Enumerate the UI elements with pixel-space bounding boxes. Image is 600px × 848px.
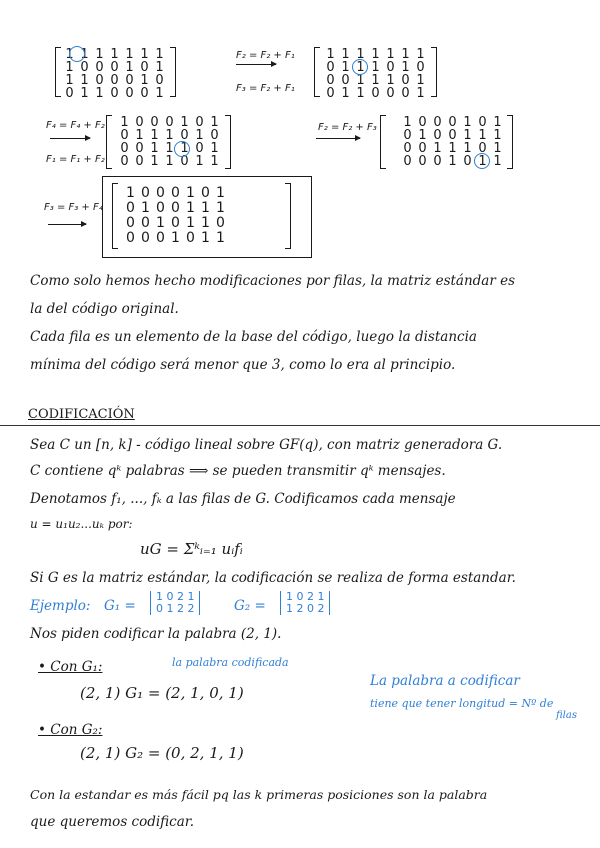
matrix-cell: 1: [186, 215, 195, 231]
matrix-cell: 1: [356, 73, 365, 88]
matrix-cell: 1: [155, 86, 164, 101]
matrix-cell: 0: [371, 86, 380, 101]
matrix-cell: 1: [201, 200, 210, 216]
matrix-cell: 1: [448, 154, 457, 169]
matrix-cell: 0: [386, 86, 395, 101]
matrix-cell: 1: [150, 128, 159, 143]
matrix-cell: 0: [195, 115, 204, 130]
side-note-line1: La palabra a codificar: [370, 673, 520, 689]
matrix-cell: 1: [356, 47, 365, 62]
matrix-cell: 1: [210, 154, 219, 169]
matrix-cell: 1: [401, 47, 410, 62]
para2-line3: Denotamos f₁, ..., fₖ a las filas de G. Codificamos cada mensaje: [30, 491, 456, 507]
arrow-4: [48, 224, 86, 225]
matrix-cell: 1: [80, 86, 89, 101]
matrix-cell: 1: [341, 47, 350, 62]
matrix-cell: 0: [433, 154, 442, 169]
matrix-cell: 1: [478, 128, 487, 143]
matrix-cell: 0: [403, 154, 412, 169]
side-note-line2: tiene que tener longitud = Nº de: [370, 697, 554, 710]
matrix-cell: 1: [371, 60, 380, 75]
pivot-circle: [69, 46, 85, 62]
matrix-cell: 0: [171, 200, 180, 216]
matrix-cell: 0: [141, 215, 150, 231]
matrix-cell: 1: [341, 86, 350, 101]
matrix-cell: 1: [433, 141, 442, 156]
matrix-row: [123, 216, 228, 231]
matrix-cell: 1: [418, 128, 427, 143]
matrix-cell: 0: [326, 60, 335, 75]
matrix-row: [323, 87, 428, 100]
matrix-cell: 1: [216, 200, 225, 216]
matrix-cell: 1: [125, 47, 134, 62]
matrix-cell: 0: [171, 185, 180, 201]
matrix-cell: 0: [125, 73, 134, 88]
matrix-cell: 0: [110, 60, 119, 75]
matrix-cell: 0: [448, 115, 457, 130]
matrix-cell: 1: [463, 141, 472, 156]
para5-line1: Con la estandar es más fácil pq las k primeras posiciones son la palabra: [30, 787, 488, 802]
matrix-cell: 0: [201, 185, 210, 201]
matrix-cell: 1: [126, 185, 135, 201]
matrix-cell: 1: [386, 47, 395, 62]
g2-matrix: 1 0 2 1 1 2 0 2: [280, 591, 330, 615]
matrix-cell: 0: [95, 60, 104, 75]
matrix-cell: 0: [478, 141, 487, 156]
matrix-cell: 0: [180, 128, 189, 143]
matrix-cell: 1: [341, 60, 350, 75]
arrow-2: [50, 138, 90, 139]
matrix-cell: 1: [95, 86, 104, 101]
matrix-cell: 0: [418, 154, 427, 169]
matrix-cell: 1: [386, 73, 395, 88]
matrix-cell: 0: [150, 115, 159, 130]
matrix-cell: 0: [186, 230, 195, 246]
section-heading: CODIFICACIÓN: [28, 407, 135, 422]
matrix-cell: 0: [156, 230, 165, 246]
matrix-cell: 0: [140, 60, 149, 75]
case1-eq: (2, 1) G₁ = (2, 1, 0, 1): [80, 684, 244, 702]
para1-line4: mínima del código será menor que 3, como lo era al principio.: [30, 357, 456, 373]
matrix-cell: 1: [180, 115, 189, 130]
matrix-cell: 1: [195, 128, 204, 143]
para2-line2: C contiene qᵏ palabras ⟹ se pueden transmitir qᵏ mensajes.: [30, 463, 446, 479]
matrix-cell: 1: [326, 47, 335, 62]
matrix-row: [123, 186, 228, 201]
matrix-cell: 1: [371, 73, 380, 88]
arrow-3: [316, 138, 360, 139]
matrix-cell: 0: [403, 141, 412, 156]
matrix-cell: 0: [180, 154, 189, 169]
matrix-cell: 1: [80, 73, 89, 88]
matrix-cell: 1: [110, 47, 119, 62]
row-op-2b: F₁ = F₁ + F₂: [46, 154, 105, 165]
matrix-cell: 1: [171, 230, 180, 246]
matrix-cell: 1: [201, 215, 210, 231]
matrix-cell: 1: [478, 154, 487, 169]
row-op-1b: F₃ = F₂ + F₁: [236, 83, 295, 94]
matrix-cell: 1: [448, 141, 457, 156]
matrix-cell: 0: [448, 128, 457, 143]
matrix-cell: 1: [403, 115, 412, 130]
matrix-cell: 0: [216, 215, 225, 231]
matrix-cell: 0: [120, 141, 129, 156]
side-note-line3: filas: [556, 710, 577, 721]
matrix-cell: 1: [140, 47, 149, 62]
matrix-cell: 0: [401, 86, 410, 101]
matrix-cell: 1: [80, 47, 89, 62]
matrix-cell: 1: [156, 215, 165, 231]
matrix-cell: 1: [180, 141, 189, 156]
matrix-cell: 0: [110, 73, 119, 88]
matrix-cell: 0: [120, 154, 129, 169]
matrix-cell: 1: [125, 60, 134, 75]
matrix-cell: 1: [65, 73, 74, 88]
matrix-cell: 0: [140, 86, 149, 101]
matrix-cell: 1: [201, 230, 210, 246]
matrix-cell: 0: [95, 73, 104, 88]
matrix-cell: 0: [165, 115, 174, 130]
matrix-cell: 1: [150, 154, 159, 169]
matrix-cell: 1: [150, 141, 159, 156]
matrix-cell: 0: [126, 200, 135, 216]
matrix-cell: 0: [171, 215, 180, 231]
row-op-3: F₂ = F₂ + F₃: [318, 122, 377, 133]
matrix-cell: 1: [120, 115, 129, 130]
matrix-cell: 0: [326, 86, 335, 101]
matrix-cell: 1: [155, 47, 164, 62]
matrix-cell: 0: [120, 128, 129, 143]
matrix-cell: 0: [110, 86, 119, 101]
matrix-cell: 0: [433, 115, 442, 130]
matrix-cell: 1: [216, 230, 225, 246]
matrix-cell: 0: [401, 73, 410, 88]
matrix-cell: 0: [386, 60, 395, 75]
matrix-row: [123, 201, 228, 216]
matrix-cell: 1: [356, 60, 365, 75]
matrix-cell: 0: [126, 230, 135, 246]
matrix-cell: 1: [463, 115, 472, 130]
matrix-cell: 0: [135, 115, 144, 130]
matrix-cell: 1: [186, 200, 195, 216]
matrix-cell: 1: [416, 86, 425, 101]
matrix-cell: 0: [141, 230, 150, 246]
matrix-cell: 1: [371, 47, 380, 62]
para1-line3: Cada fila es un elemento de la base del código, luego la distancia: [30, 329, 477, 345]
matrix-row: [62, 87, 167, 100]
divider: [0, 425, 600, 426]
matrix-cell: 0: [80, 60, 89, 75]
case1-label: • Con G₁:: [38, 659, 103, 675]
matrix-cell: 0: [418, 141, 427, 156]
matrix-cell: 1: [141, 200, 150, 216]
matrix-cell: 1: [493, 154, 502, 169]
matrix-cell: 0: [65, 86, 74, 101]
matrix-cell: 1: [65, 60, 74, 75]
matrix-cell: 0: [478, 115, 487, 130]
matrix-row: [123, 231, 228, 246]
matrix-cell: 1: [210, 115, 219, 130]
matrix-cell: 1: [165, 154, 174, 169]
matrix-cell: 0: [156, 200, 165, 216]
matrix-cell: 0: [210, 128, 219, 143]
matrix-cell: 0: [135, 154, 144, 169]
matrix-cell: 0: [326, 73, 335, 88]
matrix-cell: 0: [403, 128, 412, 143]
matrix-cell: 1: [493, 141, 502, 156]
g2-name: G₂ =: [234, 598, 266, 614]
matrix-cell: 0: [141, 185, 150, 201]
matrix-cell: 1: [210, 141, 219, 156]
matrix-cell: 1: [65, 47, 74, 62]
case1-note: la palabra codificada: [172, 656, 289, 669]
para4: Nos piden codificar la palabra (2, 1).: [30, 626, 282, 642]
g1-matrix: 1 0 2 1 0 1 2 2: [150, 591, 200, 615]
case2-eq: (2, 1) G₂ = (0, 2, 1, 1): [80, 744, 244, 762]
matrix-cell: 0: [463, 154, 472, 169]
g1-name: G₁ =: [104, 598, 136, 614]
para3: Si G es la matriz estándar, la codificación se realiza de forma estandar.: [30, 570, 516, 586]
matrix-cell: 1: [356, 86, 365, 101]
matrix-cell: 1: [135, 128, 144, 143]
para1-line2: la del código original.: [30, 301, 179, 317]
matrix-cell: 1: [216, 185, 225, 201]
example-label: Ejemplo:: [30, 598, 91, 614]
arrow-1: [236, 64, 276, 65]
matrix-cell: 0: [418, 115, 427, 130]
matrix-cell: 1: [155, 60, 164, 75]
matrix-cell: 0: [195, 141, 204, 156]
para2-line4: u = u₁u₂...uₖ por:: [30, 517, 133, 531]
para2-line1: Sea C un [n, k] - código lineal sobre GF(q), con matriz generadora G.: [30, 437, 503, 453]
matrix-row: [117, 155, 222, 168]
matrix-cell: 1: [416, 47, 425, 62]
matrix-cell: 0: [156, 185, 165, 201]
matrix-cell: 0: [433, 128, 442, 143]
para1-line1: Como solo hemos hecho modificaciones por filas, la matriz estándar es: [30, 273, 516, 289]
encoding-formula: uG = Σᵏᵢ₌₁ uᵢfᵢ: [140, 540, 243, 558]
row-op-4: F₃ = F₃ + F₄: [44, 202, 103, 213]
pivot-circle: [174, 141, 190, 157]
matrix-cell: 1: [463, 128, 472, 143]
matrix-cell: 0: [155, 73, 164, 88]
matrix-cell: 1: [493, 115, 502, 130]
matrix-cell: 1: [416, 73, 425, 88]
pivot-circle: [352, 59, 368, 75]
matrix-cell: 0: [126, 215, 135, 231]
matrix-cell: 0: [125, 86, 134, 101]
matrix-cell: 1: [140, 73, 149, 88]
matrix-cell: 0: [341, 73, 350, 88]
para5-line2: que queremos codificar.: [30, 814, 195, 830]
matrix-cell: 1: [95, 47, 104, 62]
case2-label: • Con G₂:: [38, 722, 103, 738]
pivot-circle: [474, 153, 490, 169]
matrix-cell: 0: [135, 141, 144, 156]
matrix-cell: 1: [186, 185, 195, 201]
matrix-cell: 1: [165, 128, 174, 143]
matrix-cell: 1: [401, 60, 410, 75]
matrix-cell: 0: [416, 60, 425, 75]
matrix-cell: 1: [165, 141, 174, 156]
row-op-2a: F₄ = F₄ + F₂: [46, 120, 105, 131]
matrix-cell: 1: [195, 154, 204, 169]
row-op-1a: F₂ = F₂ + F₁: [236, 50, 295, 61]
matrix-cell: 1: [493, 128, 502, 143]
